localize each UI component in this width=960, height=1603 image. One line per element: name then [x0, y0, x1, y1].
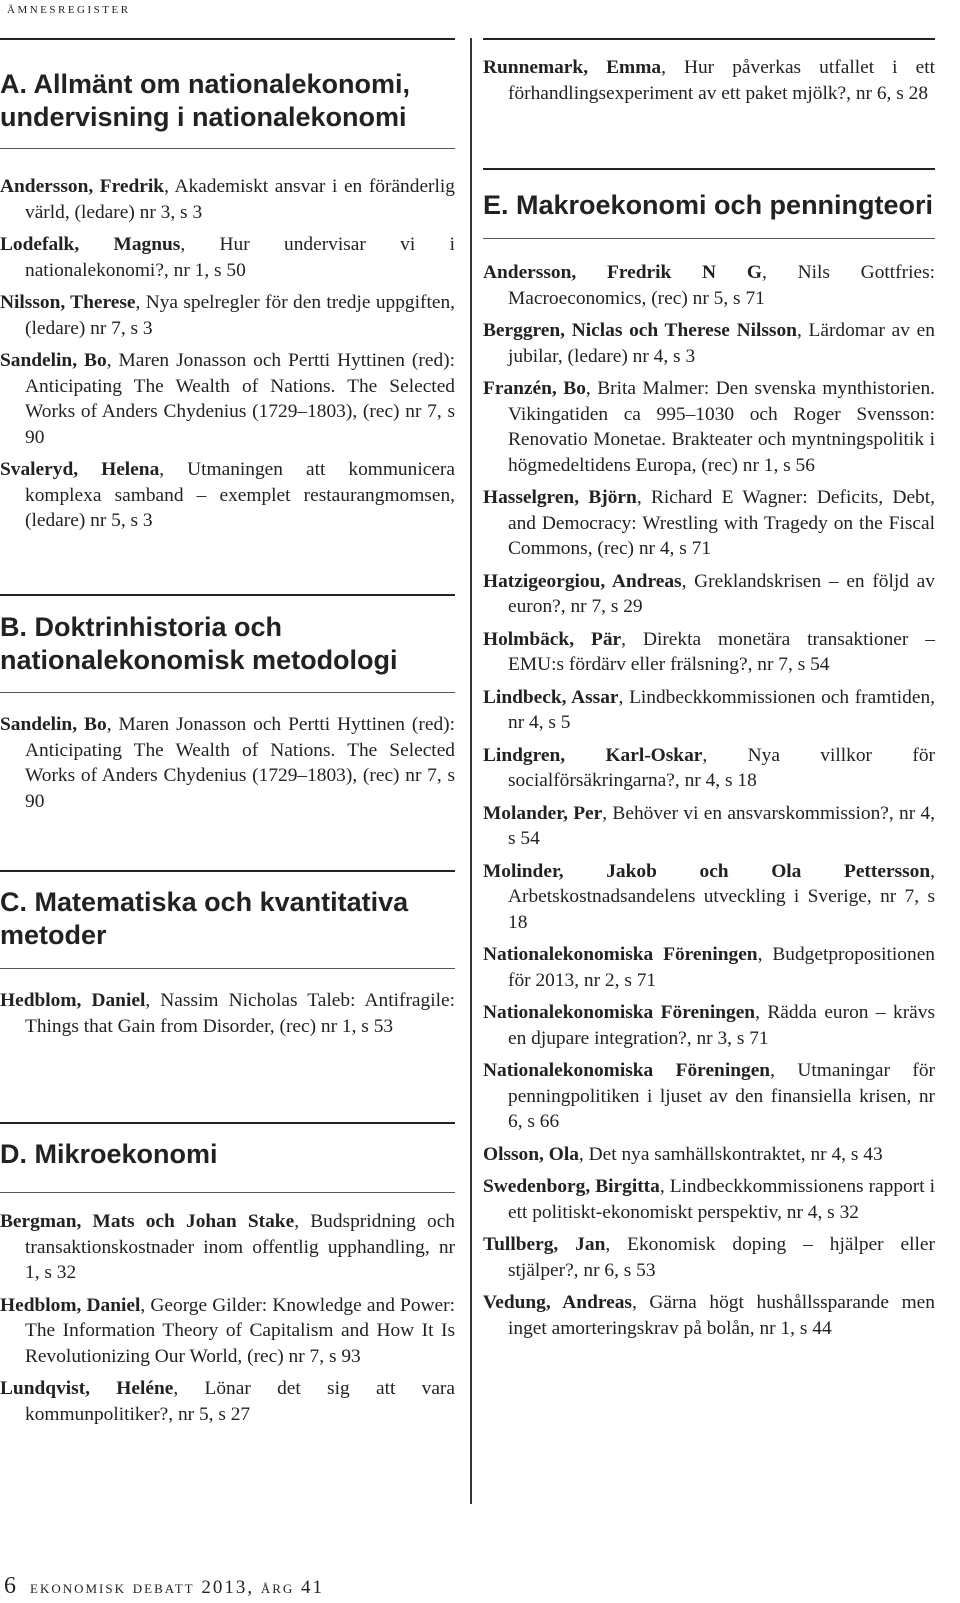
entry-author: Nationalekonomiska Föreningen — [483, 1002, 756, 1023]
index-entry — [0, 290, 455, 341]
index-entry — [0, 1209, 455, 1286]
entry-author: Svaleryd, Helena — [0, 459, 160, 480]
section-b-heading-block — [0, 611, 440, 677]
entry-author: Hedblom, Daniel — [0, 990, 146, 1011]
section-d-entries — [0, 1209, 455, 1434]
entry-title: , Maren Jonasson och Pertti Hyttinen (red): Anticipating The Wealth of Nations. The Selected Works of Anders Chydenius (1729–1803), (rec) nr 7, s 90 — [25, 350, 455, 448]
entry-author: Bergman, Mats och Johan Stake — [0, 1211, 295, 1232]
entry-author: Holmbäck, Pär — [483, 628, 622, 650]
entry-author: Nationalekonomiska Föreningen — [483, 944, 758, 965]
section-c-top-rule — [0, 870, 455, 872]
entry-title: , Budspridning och transaktionskostnader inom offentlig upphandling, nr 1, s 32 — [25, 1211, 456, 1283]
section-c-entries — [0, 988, 455, 1046]
section-c-bottom-rule — [0, 968, 455, 969]
index-entry — [483, 318, 935, 369]
index-entry — [0, 712, 455, 814]
entry-author: Lindgren, Karl-Oskar — [483, 744, 703, 766]
index-entry — [483, 485, 935, 562]
entry-author: Sandelin, Bo — [0, 714, 107, 735]
entry-title: , Ekonomisk doping – hjälper eller stjälper?, nr 6, s 53 — [508, 1234, 935, 1281]
section-e-heading-block — [483, 189, 935, 222]
page-number: 6 — [4, 1573, 16, 1599]
index-entry — [483, 801, 935, 852]
entry-author: Hedblom, Daniel — [0, 1294, 141, 1316]
index-entry — [483, 260, 935, 311]
entry-author: Lindbeck, Assar — [483, 686, 619, 708]
entry-title: , Utmaningar för penningpolitiken i ljuset av den finansiella krisen, nr 6, s 66 — [508, 1060, 935, 1132]
entry-title: , Greklandskrisen – en följd av euron?, nr 7, s 29 — [508, 570, 935, 617]
entry-author: Sandelin, Bo — [0, 350, 107, 371]
right-top-rule — [483, 38, 935, 40]
entry-author: Hatzigeorgiou, Andreas — [483, 570, 682, 592]
index-entry — [0, 348, 455, 450]
section-e-bottom-rule — [483, 238, 935, 239]
entry-author: Franzén, Bo — [483, 378, 586, 399]
entry-title: , Brita Malmer: Den svenska mynthistorien. Vikingatiden ca 995–1030 och Roger Svensson: Renovatio Monetae. Brakteater och myntningspolitik i högmedeltidens Europa, (rec) nr 1, s 56 — [508, 378, 935, 476]
entry-author: Runnemark, Emma — [483, 57, 662, 78]
journal-issue: ekonomisk debatt 2013, årg 41 — [30, 1577, 325, 1598]
entry-title: , Budgetpropositionen för 2013, nr 2, s 71 — [508, 944, 935, 991]
entry-title: , Hur påverkas utfallet i ett förhandlingsexperiment av ett paket mjölk?, nr 6, s 28 — [508, 57, 935, 104]
entry-author: Nilsson, Therese — [0, 292, 136, 313]
index-entry — [483, 55, 935, 106]
index-entry — [483, 859, 935, 936]
index-entry — [483, 1142, 935, 1168]
entry-author: Berggren, Niclas och Therese Nilsson — [483, 320, 797, 341]
index-entry — [0, 232, 455, 283]
entry-title: , Lindbeckkommissionen och framtiden, nr 4, s 5 — [508, 686, 935, 733]
section-b-top-rule — [0, 594, 455, 596]
section-a-heading-block — [0, 68, 455, 134]
index-entry — [483, 685, 935, 736]
index-entry — [0, 1376, 455, 1427]
section-d-heading-block — [0, 1138, 455, 1171]
section-e-heading: E. Makroekonomi och penningteori — [483, 190, 934, 220]
entry-author: Tullberg, Jan — [483, 1234, 606, 1255]
entry-author: Molander, Per — [483, 802, 603, 824]
page-footer — [4, 1573, 324, 1600]
section-e-entries — [483, 260, 935, 1348]
entry-author: Swedenborg, Birgitta — [483, 1176, 660, 1197]
section-d-heading: D. Mikroekonomi — [0, 1139, 218, 1169]
index-entry — [483, 1232, 935, 1283]
entry-title: , Behöver vi en ansvarskommission?, nr 4, s 54 — [508, 802, 936, 849]
entry-title: , Nils Gottfries: Macroeconomics, (rec) nr 5, s 71 — [508, 262, 936, 309]
entry-title: , George Gilder: Knowledge and Power: The Information Theory of Capitalism and How It Is Revolutionizing Our World, (rec) nr 7, s 93 — [25, 1294, 455, 1367]
column-divider — [470, 38, 472, 1504]
section-d-top-rule — [0, 1122, 455, 1124]
entry-title: , Nya spelregler för den tredje uppgiften, (ledare) nr 7, s 3 — [25, 292, 455, 339]
entry-title: , Akademiskt ansvar i en föränderlig värld, (ledare) nr 3, s 3 — [25, 176, 455, 223]
index-entry — [0, 457, 455, 534]
section-b-heading: B. Doktrinhistoria och nationalekonomisk metodologi — [0, 612, 398, 675]
entry-author: Olsson, Ola — [483, 1143, 579, 1165]
section-d-bottom-rule — [0, 1192, 455, 1193]
section-c-heading: C. Matematiska och kvantitativa metoder — [0, 887, 409, 950]
entry-title: , Gärna högt hushållssparande men inget amorteringskrav på bolån, nr 1, s 44 — [508, 1292, 935, 1339]
index-entry — [483, 1000, 935, 1051]
section-a-heading: A. Allmänt om nationalekonomi, undervisning i nationalekonomi — [0, 69, 411, 132]
entry-author: Vedung, Andreas — [483, 1292, 632, 1313]
entry-title: , Lindbeckkommissionens rapport i ett politiskt-ekonomiskt perspektiv, nr 4, s 32 — [508, 1176, 935, 1223]
section-a-entries — [0, 174, 455, 541]
section-d-continued-entries — [483, 55, 935, 113]
entry-author: Lundqvist, Heléne — [0, 1378, 174, 1399]
entry-title: , Direkta monetära transaktioner – EMU:s fördärv eller frälsning?, nr 7, s 54 — [508, 628, 935, 675]
section-c-heading-block — [0, 886, 455, 952]
section-e-top-rule — [483, 168, 935, 170]
entry-title: , Maren Jonasson och Pertti Hyttinen (red): Anticipating The Wealth of Nations. The Selected Works of Anders Chydenius (1729–1803), (rec) nr 7, s 90 — [25, 714, 455, 812]
section-a-top-rule — [0, 38, 455, 40]
entry-title: , Lönar det sig att vara kommunpolitiker?, nr 5, s 27 — [25, 1378, 455, 1425]
index-entry — [0, 174, 455, 225]
entry-title: , Richard E Wagner: Deficits, Debt, and Democracy: Wrestling with Tragedy on the Fiscal Commons, (rec) nr 4, s 71 — [508, 487, 935, 559]
entry-author: Molinder, Jakob och Ola Pettersson — [483, 860, 931, 882]
index-entry — [483, 569, 935, 620]
index-entry — [483, 1174, 935, 1225]
index-entry — [483, 743, 935, 794]
entry-title: , Nassim Nicholas Taleb: Antifragile: Things that Gain from Disorder, (rec) nr 1, s 53 — [25, 990, 455, 1037]
entry-author: Andersson, Fredrik — [0, 176, 165, 197]
entry-author: Lodefalk, Magnus — [0, 234, 181, 255]
index-entry — [483, 1290, 935, 1341]
index-entry — [483, 942, 935, 993]
entry-title: , Hur undervisar vi i nationalekonomi?, nr 1, s 50 — [25, 234, 455, 281]
entry-author: Nationalekonomiska Föreningen — [483, 1060, 771, 1081]
index-entry — [483, 627, 935, 678]
index-entry — [0, 988, 455, 1039]
entry-author: Andersson, Fredrik N G — [483, 262, 762, 283]
index-entry — [483, 1058, 935, 1135]
index-entry — [483, 376, 935, 478]
entry-title: , Arbetskostnadsandelens utveckling i Sverige, nr 7, s 18 — [508, 860, 935, 933]
index-entry — [0, 1293, 455, 1370]
section-b-entries — [0, 712, 455, 821]
entry-title: , Nya villkor för socialförsäkringarna?, nr 4, s 18 — [508, 744, 935, 791]
section-b-bottom-rule — [0, 692, 455, 693]
entry-author: Hasselgren, Björn — [483, 487, 637, 508]
entry-title: , Utmaningen att kommunicera komplexa samband – exemplet restaurangmomsen, (ledare) nr 5, s 3 — [25, 459, 455, 531]
section-a-bottom-rule — [0, 148, 455, 149]
running-head: ämnesregister — [7, 0, 131, 17]
entry-title: , Lärdomar av en jubilar, (ledare) nr 4, s 3 — [508, 320, 935, 367]
entry-title: , Rädda euron – krävs en djupare integration?, nr 3, s 71 — [508, 1002, 936, 1049]
entry-title: , Det nya samhällskontraktet, nr 4, s 43 — [578, 1143, 883, 1165]
